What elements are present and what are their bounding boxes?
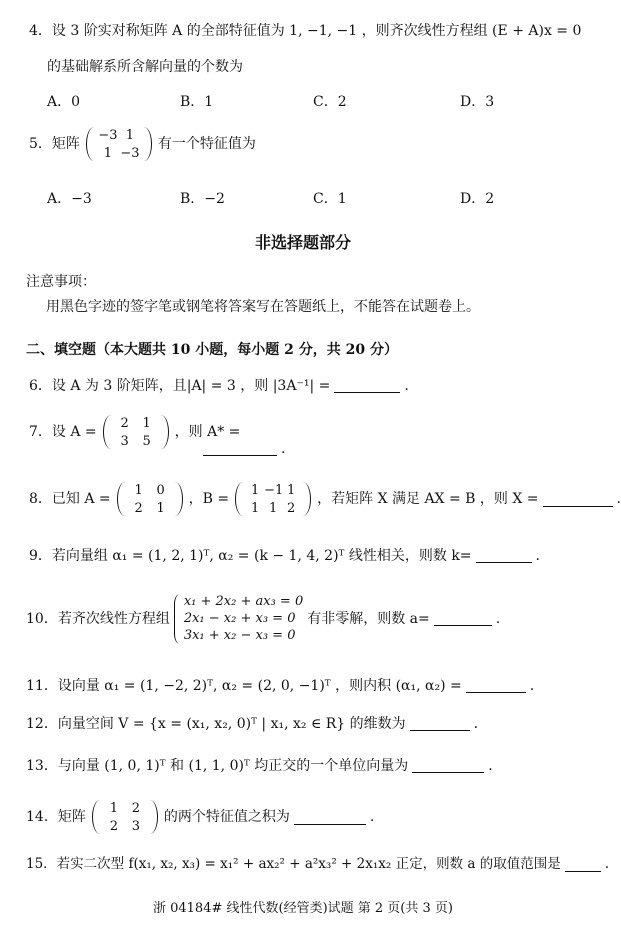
question-14: [26, 800, 374, 834]
answer-blank: [434, 611, 492, 626]
question-14-end: .: [369, 809, 375, 825]
question-7-blank-row: [203, 441, 285, 456]
question-5-option-a: A．−3: [47, 191, 92, 207]
question-5-matrix: [86, 127, 152, 161]
question-5-prefix: 5．矩阵: [29, 136, 80, 152]
question-4-option-b: B．1: [180, 94, 214, 110]
matrix-cell: 2: [131, 800, 140, 816]
matrix-cell: 1: [109, 800, 118, 816]
matrix-cell: 1: [125, 127, 135, 143]
question-5-stem: [29, 127, 256, 161]
matrix-cell: 1: [250, 482, 260, 498]
question-8-mid: ，B =: [188, 491, 230, 507]
matrix-cell: 1: [250, 500, 260, 516]
brace: [174, 594, 181, 644]
question-10-suffix: 有非零解，则数 a=: [307, 610, 430, 627]
question-4-stem-cont: 的基础解系所含解向量的个数为: [47, 59, 243, 75]
matrix-cell: −3: [98, 127, 118, 143]
question-11-end: .: [529, 677, 535, 694]
question-4-option-a: A．0: [47, 94, 81, 110]
question-6-end: .: [404, 377, 409, 394]
matrix-cell: 3: [120, 433, 129, 449]
question-7-end: .: [281, 440, 286, 457]
question-13-text: 13．与向量 (1, 0, 1)ᵀ 和 (1, 1, 0)ᵀ 均正交的一个单位向量为: [26, 757, 409, 774]
question-14-prefix: 14．矩阵: [26, 809, 86, 825]
matrix-cell: 5: [142, 433, 151, 449]
matrix-cell: 1: [103, 145, 113, 161]
question-7-matrix: [103, 415, 169, 449]
notice-text: 用黑色字迹的签字笔或钢笔将答案写在答题纸上，不能答在试题卷上。: [46, 299, 480, 315]
equation-row: 2x₁ − x₂ + x₃ = 0: [183, 611, 296, 626]
answer-blank: [412, 758, 484, 773]
answer-blank: [203, 441, 277, 456]
question-8-suffix: ，若矩阵 X 满足 AX = B ，则 X =: [317, 491, 539, 507]
matrix-cell: 1: [142, 415, 151, 431]
question-12-text: 12．向量空间 V = {x = (x₁, x₂, 0)ᵀ | x₁, x₂ ∈ R} 的维数为: [26, 715, 406, 732]
question-4-option-c: C．2: [313, 94, 347, 110]
answer-blank: [294, 810, 366, 825]
question-10-prefix: 10．若齐次线性方程组: [26, 610, 170, 627]
question-4-option-d: D．3: [460, 94, 495, 110]
answer-blank: [334, 378, 400, 393]
question-5-suffix: 有一个特征值为: [157, 136, 256, 152]
matrix-cell: 2: [286, 500, 296, 516]
answer-blank: [476, 548, 532, 563]
question-8-prefix: 8．已知 A =: [29, 491, 111, 507]
section-title: 非选择题部分: [254, 233, 351, 252]
question-5-option-d: D．2: [460, 191, 495, 207]
matrix-cell: 1: [286, 482, 296, 498]
question-11: [26, 678, 534, 693]
matrix-cell: −1: [264, 482, 284, 498]
question-8-end: .: [616, 491, 621, 507]
part2-title: 二、填空题（本大题共 10 小题，每小题 2 分，共 20 分）: [26, 342, 398, 358]
matrix-cell: 1: [134, 482, 143, 498]
question-14-matrix: [92, 800, 158, 834]
question-7-mid: ，则 A* =: [174, 424, 241, 440]
question-15-text: 15．若实二次型 f(x₁, x₂, x₃) = x₁² + ax₂² + a²x₃² + 2x₁x₂ 正定，则数 a 的取值范围是: [26, 855, 561, 872]
notice-label: 注意事项：: [26, 274, 96, 290]
question-12-end: .: [473, 715, 479, 732]
answer-blank: [410, 716, 470, 731]
question-6-text: 6．设 A 为 3 阶矩阵，且|A| = 3 ，则 |3A⁻¹| =: [29, 377, 331, 394]
equation-row: x₁ + 2x₂ + ax₃ = 0: [183, 594, 304, 609]
matrix-cell: 2: [109, 818, 118, 834]
question-8-matrix-b: [235, 482, 311, 516]
question-11-text: 11．设向量 α₁ = (1, −2, 2)ᵀ, α₂ = (2, 0, −1)ᵀ ，则内积 (α₁, α₂) =: [26, 677, 462, 694]
question-8: [29, 482, 621, 516]
question-7-prefix: 7．设 A =: [29, 424, 97, 440]
question-13-end: .: [488, 757, 493, 774]
question-13: [26, 758, 493, 773]
question-10: [26, 593, 500, 644]
question-15: [26, 857, 609, 872]
matrix-cell: 1: [156, 500, 165, 516]
question-9: [29, 548, 540, 563]
question-10-system: [174, 593, 303, 644]
question-15-end: .: [604, 855, 609, 872]
question-5-option-c: C．1: [313, 191, 347, 207]
question-14-suffix: 的两个特征值之积为: [163, 809, 290, 825]
answer-blank: [565, 857, 601, 872]
question-9-text: 9．若向量组 α₁ = (1, 2, 1)ᵀ, α₂ = (k − 1, 4, 2)ᵀ 线性相关，则数 k=: [29, 547, 472, 564]
answer-blank: [543, 492, 613, 507]
page-footer: 浙 04184# 线性代数(经管类)试题 第 2 页(共 3 页): [152, 901, 453, 916]
matrix-cell: 2: [120, 415, 129, 431]
question-6: [29, 378, 409, 393]
answer-blank: [466, 678, 526, 693]
question-12: [26, 716, 478, 731]
question-8-matrix-a: [117, 482, 183, 516]
matrix-cell: −3: [120, 145, 140, 161]
question-10-end: .: [495, 610, 501, 627]
question-9-end: .: [535, 547, 540, 564]
matrix-cell: 3: [131, 818, 140, 834]
question-5-option-b: B．−2: [180, 191, 225, 207]
matrix-cell: 2: [134, 500, 143, 516]
matrix-cell: 0: [156, 482, 165, 498]
question-4-stem: 4．设 3 阶实对称矩阵 A 的全部特征值为 1, −1, −1 ，则齐次线性方程组 (E + A)x = 0: [29, 23, 582, 39]
matrix-cell: 1: [268, 500, 278, 516]
equation-row: 3x₁ + x₂ − x₃ = 0: [183, 628, 296, 643]
